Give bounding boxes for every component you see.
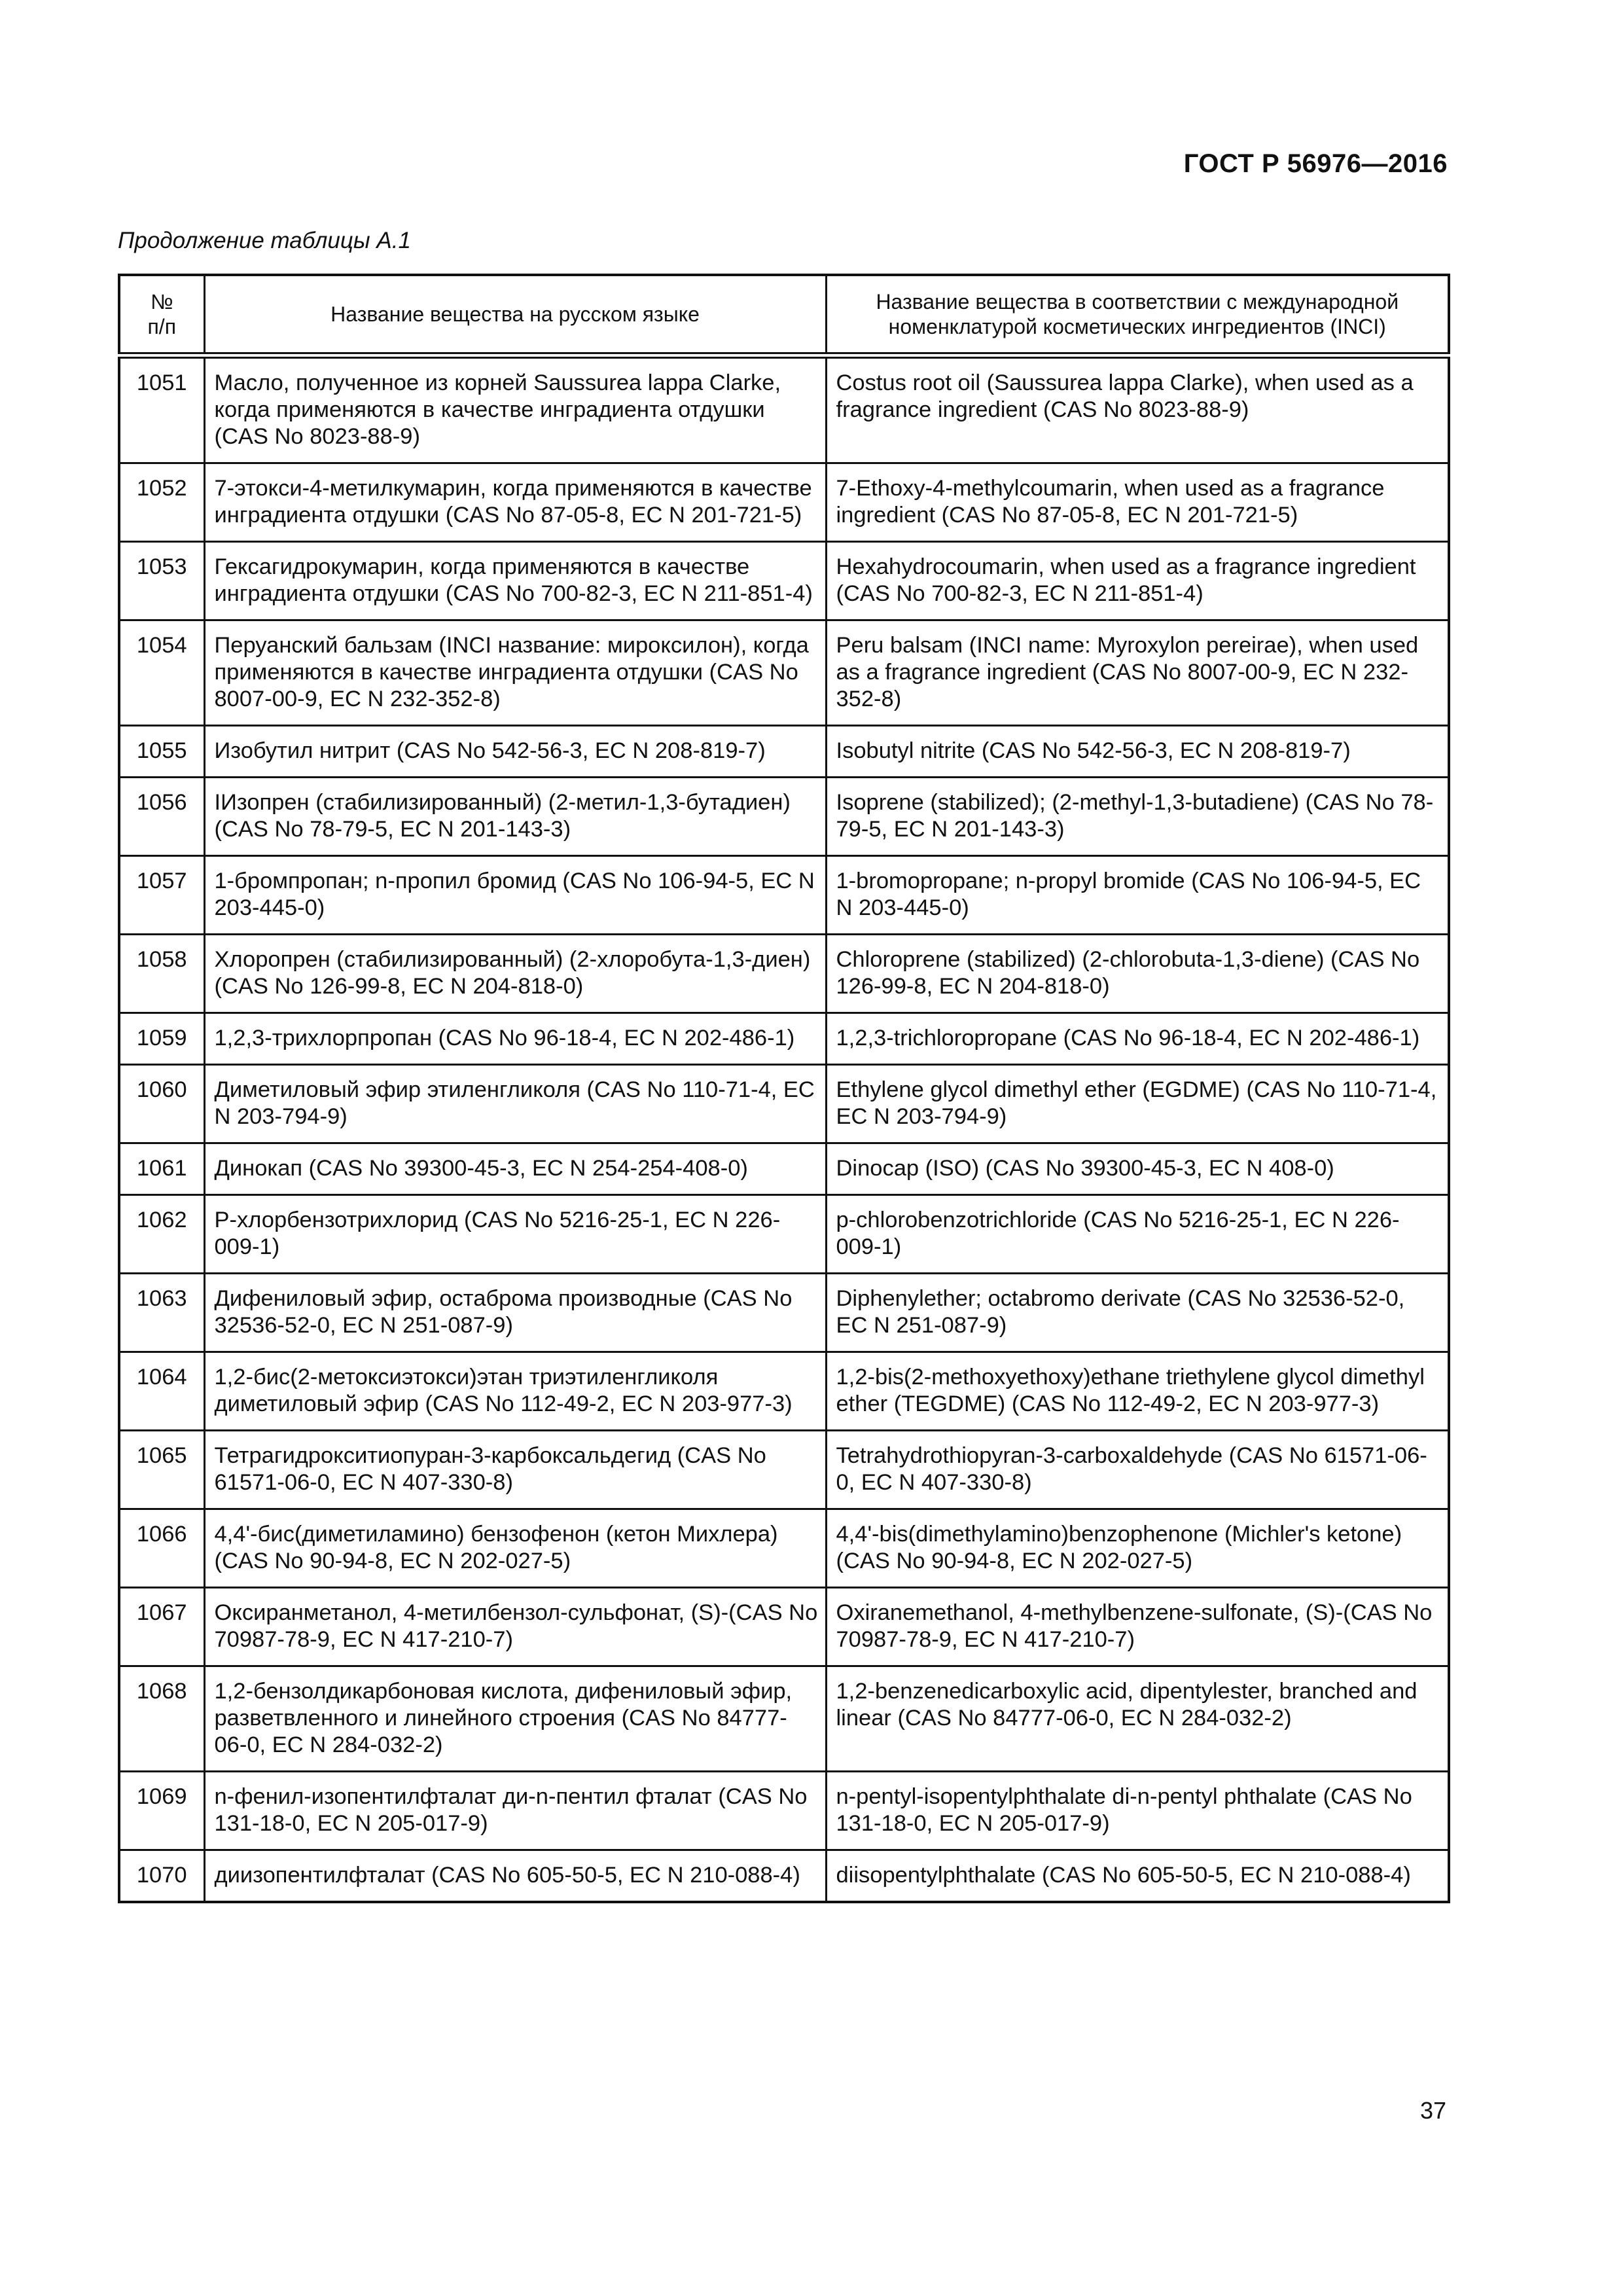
row-number-cell: 1059: [119, 1013, 204, 1065]
russian-name-cell: P-хлорбензотрихлорид (CAS No 5216-25-1, EC N 226-009-1): [204, 1195, 826, 1274]
row-number-cell: 1058: [119, 935, 204, 1013]
row-number-cell: 1067: [119, 1588, 204, 1666]
table-header-row: [119, 275, 1449, 355]
row-number-cell: 1069: [119, 1772, 204, 1850]
russian-name-cell: 4,4'-бис(диметиламино) бензофенон (кетон Михлера) (CAS No 90-94-8, EC N 202-027-5): [204, 1509, 826, 1588]
table-row: [119, 1195, 1449, 1274]
row-number-cell: 1063: [119, 1274, 204, 1352]
inci-name-cell: Isoprene (stabilized); (2-methyl-1,3-butadiene) (CAS No 78-79-5, EC N 201-143-3): [826, 778, 1449, 856]
inci-name-cell: Dinocap (ISO) (CAS No 39300-45-3, EC N 408-0): [826, 1143, 1449, 1195]
russian-name-cell: 1,2-бис(2-метоксиэтокси)этан триэтиленгликоля диметиловый эфир (CAS No 112-49-2, EC N 203-977-3): [204, 1352, 826, 1431]
inci-name-cell: Hexahydrocoumarin, when used as a fragrance ingredient (CAS No 700-82-3, EC N 211-851-4): [826, 542, 1449, 620]
row-number-cell: 1055: [119, 726, 204, 778]
inci-name-cell: 1,2-benzenedicarboxylic acid, dipentylester, branched and linear (CAS No 84777-06-0, EC N 284-032-2): [826, 1666, 1449, 1772]
table-row: [119, 1274, 1449, 1352]
row-number-cell: 1054: [119, 620, 204, 726]
table-row: [119, 1666, 1449, 1772]
row-number-cell: 1052: [119, 463, 204, 542]
table-row: [119, 1013, 1449, 1065]
row-number-cell: 1056: [119, 778, 204, 856]
inci-name-cell: diisopentylphthalate (CAS No 605-50-5, EC N 210-088-4): [826, 1850, 1449, 1903]
russian-name-cell: Гексагидрокумарин, когда применяются в качестве ингрaдиента отдушки (CAS No 700-82-3, EC N 211-851-4): [204, 542, 826, 620]
row-number-cell: 1057: [119, 856, 204, 935]
table-caption: Продолжение таблицы А.1: [118, 228, 411, 253]
inci-name-cell: 1,2,3-trichloropropane (CAS No 96-18-4, EC N 202-486-1): [826, 1013, 1449, 1065]
inci-name-cell: Peru balsam (INCI name: Myroxylon pereirae), when used as a fragrance ingredient (CAS No 8007-00-9, EC N 232-352-8): [826, 620, 1449, 726]
table-row: [119, 1509, 1449, 1588]
inci-name-cell: n-pentyl-isopentylphthalate di-n-pentyl phthalate (CAS No 131-18-0, EC N 205-017-9): [826, 1772, 1449, 1850]
table-header: [119, 275, 1449, 355]
table-row: [119, 620, 1449, 726]
inci-name-cell: Ethylene glycol dimethyl ether (EGDME) (CAS No 110-71-4, EC N 203-794-9): [826, 1065, 1449, 1143]
row-number-cell: 1061: [119, 1143, 204, 1195]
table-row: [119, 1772, 1449, 1850]
row-number-cell: 1053: [119, 542, 204, 620]
row-number-cell: 1060: [119, 1065, 204, 1143]
inci-name-cell: 1,2-bis(2-methoxyethoxy)ethane triethylene glycol dimethyl ether (TEGDME) (CAS No 112-49-2, EC N 203-977-3): [826, 1352, 1449, 1431]
russian-name-cell: Перуанский бальзам (INCI название: мироксилон), когда применяются в качестве ингрaдиента отдушки (CAS No 8007-00-9, EC N 232-352-8): [204, 620, 826, 726]
table-row: [119, 1850, 1449, 1903]
russian-name-cell: Оксиранметанол, 4-метилбензол-сульфонат, (S)-(CAS No 70987-78-9, EC N 417-210-7): [204, 1588, 826, 1666]
standard-code: ГОСТ Р 56976—2016: [1183, 149, 1448, 178]
russian-name-cell: Изобутил нитрит (CAS No 542-56-3, EC N 208-819-7): [204, 726, 826, 778]
inci-name-cell: Tetrahydrothiopyran-3-carboxaldehyde (CAS No 61571-06-0, EC N 407-330-8): [826, 1431, 1449, 1509]
table-row: [119, 542, 1449, 620]
russian-name-cell: Диметиловый эфир этиленгликоля (CAS No 110-71-4, EC N 203-794-9): [204, 1065, 826, 1143]
table-row: [119, 856, 1449, 935]
table-row: [119, 1143, 1449, 1195]
table-row: [119, 726, 1449, 778]
substances-table: [118, 274, 1450, 1903]
russian-name-cell: n-фенил-изопентилфталат ди-n-пентил фталат (CAS No 131-18-0, EC N 205-017-9): [204, 1772, 826, 1850]
russian-name-cell: IИзопрен (стабилизированный) (2-метил-1,3-бутадиен) (CAS No 78-79-5, EC N 201-143-3): [204, 778, 826, 856]
russian-name-cell: диизопентилфталат (CAS No 605-50-5, EC N 210-088-4): [204, 1850, 826, 1903]
inci-name-cell: Costus root oil (Saussurea lappa Clarke), when used as a fragrance ingredient (CAS No 8023-88-9): [826, 355, 1449, 463]
inci-name-cell: Diphenylether; octabromo derivate (CAS No 32536-52-0, EC N 251-087-9): [826, 1274, 1449, 1352]
table-row: [119, 935, 1449, 1013]
russian-name-cell: Масло, полученное из корней Saussurea lappa Clarke, когда применяются в качестве ингрaдиента отдушки (CAS No 8023-88-9): [204, 355, 826, 463]
inci-name-cell: Oxiranemethanol, 4-methylbenzene-sulfonate, (S)-(CAS No 70987-78-9, EC N 417-210-7): [826, 1588, 1449, 1666]
inci-name-cell: 4,4'-bis(dimethylamino)benzophenone (Michler's ketone) (CAS No 90-94-8, EC N 202-027-5): [826, 1509, 1449, 1588]
row-number-cell: 1062: [119, 1195, 204, 1274]
table-row: [119, 1588, 1449, 1666]
inci-name-cell: 7-Ethoxy-4-methylcoumarin, when used as a fragrance ingredient (CAS No 87-05-8, EC N 201-721-5): [826, 463, 1449, 542]
table-row: [119, 1065, 1449, 1143]
column-header-number: № п/п: [119, 275, 204, 355]
inci-name-cell: p-chlorobenzotrichloride (CAS No 5216-25-1, EC N 226-009-1): [826, 1195, 1449, 1274]
table-row: [119, 463, 1449, 542]
russian-name-cell: Дифениловый эфир, остаброма производные (CAS No 32536-52-0, EC N 251-087-9): [204, 1274, 826, 1352]
russian-name-cell: Динокап (CAS No 39300-45-3, EC N 254-254-408-0): [204, 1143, 826, 1195]
russian-name-cell: 7-этокси-4-метилкумарин, когда применяются в качестве ингрaдиента отдушки (CAS No 87-05-8, EC N 201-721-5): [204, 463, 826, 542]
row-number-cell: 1064: [119, 1352, 204, 1431]
row-number-cell: 1070: [119, 1850, 204, 1903]
table-row: [119, 1431, 1449, 1509]
column-header-inci-name: Название вещества в соответствии с международной номенклатурой косметических ингредиентов (INCI): [826, 275, 1449, 355]
row-number-cell: 1065: [119, 1431, 204, 1509]
russian-name-cell: Тетрагидрокситиопуран-3-карбоксальдегид (CAS No 61571-06-0, EC N 407-330-8): [204, 1431, 826, 1509]
table-row: [119, 1352, 1449, 1431]
russian-name-cell: 1,2-бензолдикарбоновая кислота, дифениловый эфир, разветвленного и линейного строения (CAS No 84777-06-0, EC N 284-032-2): [204, 1666, 826, 1772]
inci-name-cell: 1-bromopropane; n-propyl bromide (CAS No 106-94-5, EC N 203-445-0): [826, 856, 1449, 935]
russian-name-cell: Хлоропрен (стабилизированный) (2-хлоробута-1,3-диен) (CAS No 126-99-8, EC N 204-818-0): [204, 935, 826, 1013]
inci-name-cell: Isobutyl nitrite (CAS No 542-56-3, EC N 208-819-7): [826, 726, 1449, 778]
row-number-cell: 1068: [119, 1666, 204, 1772]
table-body: [119, 355, 1449, 1902]
row-number-cell: 1066: [119, 1509, 204, 1588]
column-header-russian-name: Название вещества на русском языке: [204, 275, 826, 355]
inci-name-cell: Chloroprene (stabilized) (2-chlorobuta-1,3-diene) (CAS No 126-99-8, EC N 204-818-0): [826, 935, 1449, 1013]
russian-name-cell: 1-бромпропан; n-пропил бромид (CAS No 106-94-5, EC N 203-445-0): [204, 856, 826, 935]
page-number: 37: [1419, 2097, 1446, 2124]
table-row: [119, 355, 1449, 463]
table-row: [119, 778, 1449, 856]
row-number-cell: 1051: [119, 355, 204, 463]
russian-name-cell: 1,2,3-трихлорпропан (CAS No 96-18-4, EC N 202-486-1): [204, 1013, 826, 1065]
